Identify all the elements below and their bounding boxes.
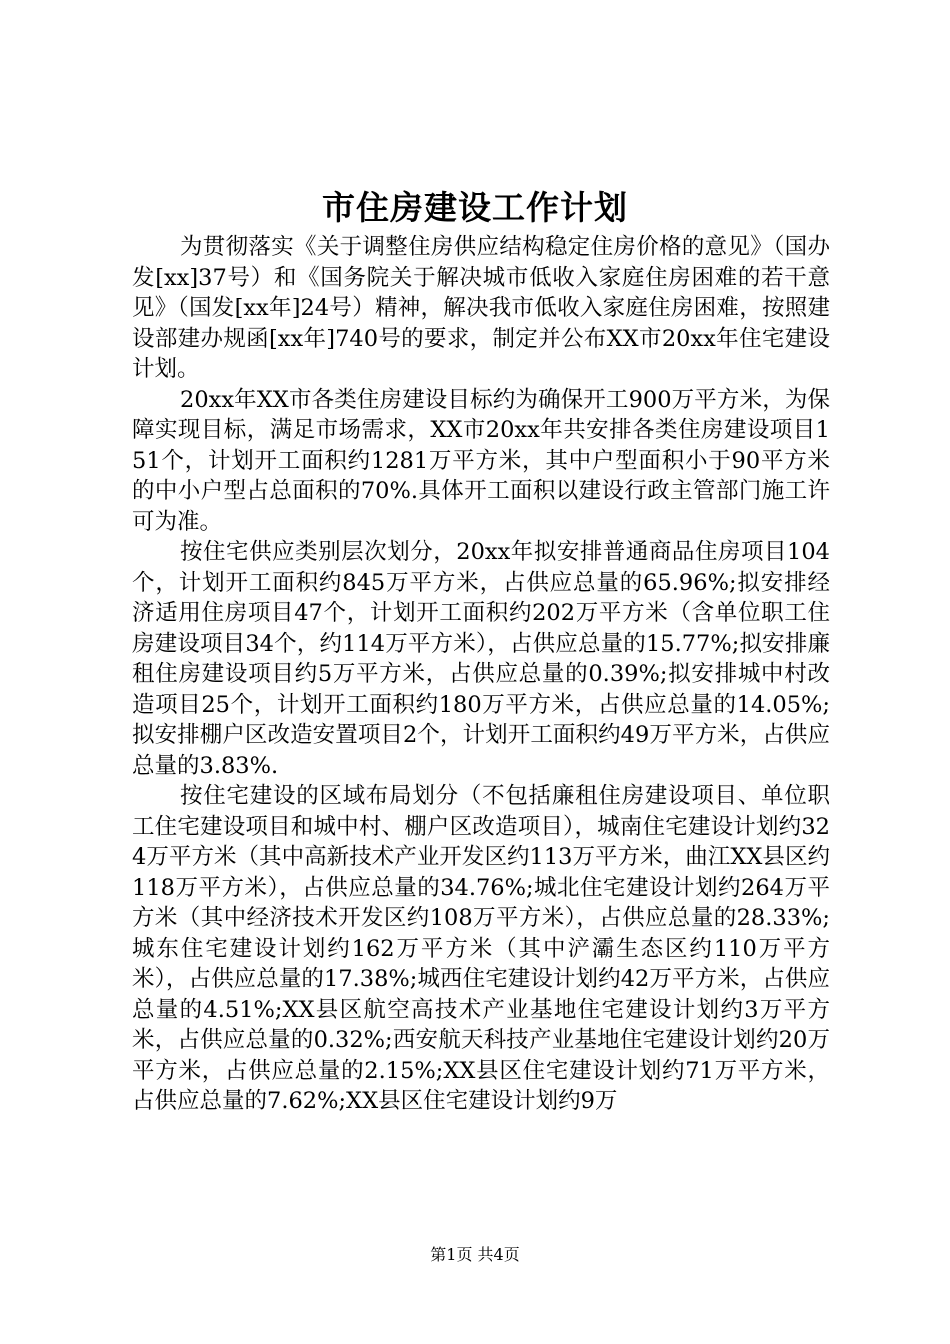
page-footer: 第1页 共4页 xyxy=(430,1245,520,1264)
document-title: 市住房建设工作计划 xyxy=(322,188,628,227)
document-body xyxy=(132,232,830,1117)
paragraph-supply-category: 按住宅供应类别层次划分，20xx年拟安排普通商品住房项目104个，计划开工面积约845万平方米，占供应总量的65.96%;拟安排经济适用住房项目47个，计划开工面积约202万平方米（含单位职工住房建设项目34个，约114万平方米），占供应总量的15.77%;拟安排廉租住房建设项目约5万平方米，占供应总量的0.39%;拟安排城中村改造项目25个，计划开工面积约180万平方米，占供应总量的14.05%;拟安排棚户区改造安置项目2个，计划开工面积约49万平方米，占供应总量的3.83%. xyxy=(132,539,830,779)
paragraph-target: 20xx年XX市各类住房建设目标约为确保开工900万平方米，为保障实现目标，满足市场需求，XX市20xx年共安排各类住房建设项目151个，计划开工面积约1281万平方米，其中户型面积小于90平方米的中小户型占总面积的70%.具体开工面积以建设行政主管部门施工许可为准。 xyxy=(132,386,830,535)
paragraph-intro: 为贯彻落实《关于调整住房供应结构稳定住房价格的意见》（国办发[xx]37号）和《国务院关于解决城市低收入家庭住房困难的若干意见》（国发[xx年]24号）精神，解决我市低收入家庭住房困难，按照建设部建办规函[xx年]740号的要求，制定并公布XX市20xx年住宅建设计划。 xyxy=(132,234,830,382)
paragraph-regional-layout: 按住宅建设的区域布局划分（不包括廉租住房建设项目、单位职工住宅建设项目和城中村、棚户区改造项目），城南住宅建设计划约324万平方米（其中高新技术产业开发区约113万平方米，曲江XX县区约118万平方米），占供应总量的34.76%;城北住宅建设计划约264万平方米（其中经济技术开发区约108万平方米），占供应总量的28.33%;城东住宅建设计划约162万平方米（其中浐灞生态区约110万平方米），占供应总量的17.38%;城西住宅建设计划约42万平方米，占供应总量的4.51%;XX县区航空高技术产业基地住宅建设计划约3万平方米，占供应总量的0.32%;西安航天科技产业基地住宅建设计划约20万平方米，占供应总量的2.15%;XX县区住宅建设计划约71万平方米，占供应总量的7.62%;XX县区住宅建设计划约9万 xyxy=(132,783,830,1114)
